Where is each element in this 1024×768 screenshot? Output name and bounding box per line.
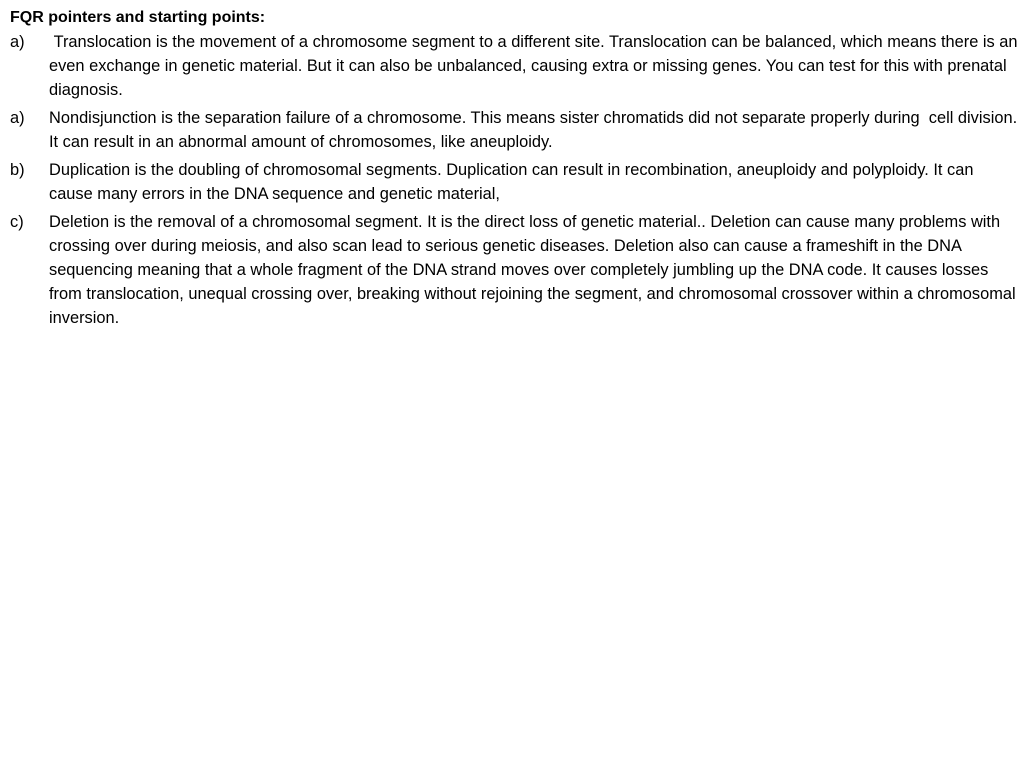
list-marker: b) — [10, 161, 25, 179]
list-item-text: Deletion is the removal of a chromosomal segment. It is the direct loss of genetic material.. Deletion can cause many problems with crossing over during meiosis, and also scan lead to serious genetic diseases. Deletion also can cause a frameshift in the DNA sequencing meaning that a whole fragment of the DNA strand moves over completely jumbling up the DNA code. It causes losses from translocation, unequal crossing over, breaking without rejoining the segment, and chromosomal crossover within a chromosomal inversion. — [49, 213, 1021, 327]
list-marker: c) — [10, 213, 24, 231]
list-item-deletion — [10, 210, 1021, 330]
list-item-text: Translocation is the movement of a chromosome segment to a different site. Translocation can be balanced, which means there is an even exchange in genetic material. But it can also be unbalanced, causing extra or missing genes. You can test for this with prenatal diagnosis. — [49, 33, 1023, 99]
list-marker: a) — [10, 33, 25, 51]
slide-heading: FQR pointers and starting points: — [10, 9, 266, 26]
list-item-text: Nondisjunction is the separation failure of a chromosome. This means sister chromatids did not separate properly during cell division. It can result in an abnormal amount of chromosomes, like aneuploidy. — [49, 109, 1022, 151]
list-marker: a) — [10, 109, 25, 127]
list-item-translocation — [10, 30, 1023, 102]
slide-content — [10, 6, 1023, 334]
list-item-text: Duplication is the doubling of chromosomal segments. Duplication can result in recombination, aneuploidy and polyploidy. It can cause many errors in the DNA sequence and genetic material, — [49, 161, 979, 203]
list-item-duplication — [10, 158, 1018, 206]
list-item-nondisjunction — [10, 106, 1022, 154]
pointer-list — [10, 30, 1023, 330]
